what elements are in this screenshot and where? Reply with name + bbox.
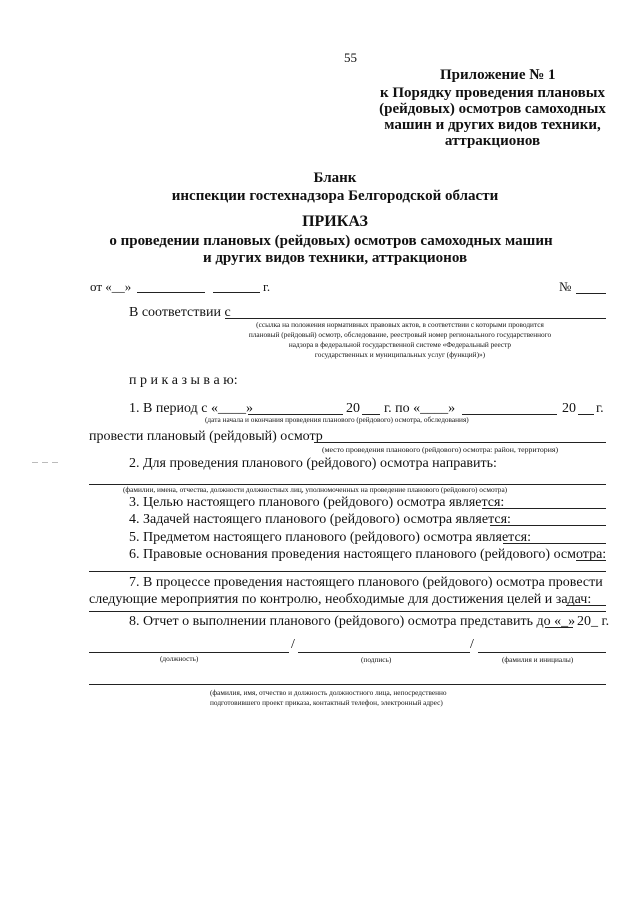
item1-place-line — [314, 442, 606, 443]
item7-fill-line — [566, 605, 606, 606]
accordance-line — [225, 318, 606, 319]
item6-line — [576, 560, 606, 561]
blank-title: Бланк — [313, 170, 357, 186]
item1-month-line-2 — [462, 414, 557, 415]
item7-line-2: следующие мероприятия по контролю, необходимые для достижения целей и задач: — [89, 592, 592, 607]
footer-note-2: подготовившего проект приказа, контактный телефон, электронный адрес) — [210, 698, 443, 707]
order-number-line — [576, 293, 606, 294]
accordance-label: В соответствии с — [129, 305, 231, 320]
order-date-suffix: г. — [263, 279, 271, 294]
item1-mid: г. по «____» — [384, 401, 456, 416]
item4-line — [490, 525, 606, 526]
appendix-line-4: аттракционов — [444, 133, 541, 149]
item3-text: 3. Целью настоящего планового (рейдового) осмотра является: — [129, 495, 505, 510]
item7-line — [89, 611, 606, 612]
signature-name-line — [478, 652, 606, 653]
item1-year-2: 20 — [562, 401, 576, 416]
order-date-prefix: от «__» — [90, 279, 132, 294]
blank-inspection: инспекции гостехнадзора Белгородской области — [171, 188, 499, 204]
item8-text: 8. Отчет о выполнении планового (рейдового) осмотра представить до «_» — [129, 614, 576, 629]
item3-line — [482, 508, 606, 509]
date-year-line — [213, 292, 260, 293]
margin-mark — [32, 462, 38, 463]
order-subtitle-1: о проведении плановых (рейдовых) осмотров самоходных машин — [109, 233, 553, 249]
order-number-label: № — [559, 279, 572, 294]
item1-text: 1. В период с «____» — [129, 401, 253, 416]
order-title: ПРИКАЗ — [302, 213, 368, 230]
signature-sign-label: (подпись) — [361, 655, 392, 664]
orders-word: п р и к а з ы в а ю: — [129, 373, 238, 388]
accordance-note-3: надзора в федеральной государственной системе «Федеральный реестр — [288, 340, 512, 349]
item7-line-1: 7. В процессе проведения настоящего планового (рейдового) осмотра провести — [129, 575, 603, 590]
item4-text: 4. Задачей настоящего планового (рейдового) осмотра является: — [129, 512, 511, 527]
item8-year: 20_ г. — [577, 614, 610, 629]
item6-line-2 — [89, 571, 606, 572]
appendix-title: Приложение № 1 — [440, 67, 556, 83]
item1-note: (дата начала и окончания проведения планового (рейдового) осмотра, обследования) — [205, 415, 469, 424]
appendix-line-1: к Порядку проведения плановых — [380, 85, 605, 101]
signature-sign-line — [298, 652, 470, 653]
signature-position-line — [89, 652, 289, 653]
item1-year-1: 20 — [346, 401, 360, 416]
item8-date-line — [545, 627, 573, 628]
signature-position-label: (должность) — [160, 654, 199, 663]
footer-line — [89, 684, 606, 685]
item1-end: г. — [596, 401, 604, 416]
item1-line-2: провести плановый (рейдовый) осмотр — [89, 429, 323, 444]
page-number: 55 — [344, 50, 357, 65]
item1-note-2: (место проведения планового (рейдового) осмотра: район, территория) — [322, 445, 559, 454]
margin-mark — [52, 462, 58, 463]
signature-slash-2: / — [470, 637, 474, 652]
signature-slash-1: / — [291, 637, 295, 652]
appendix-line-2: (рейдовых) осмотров самоходных — [379, 101, 606, 117]
signature-name-label: (фамилия и инициалы) — [502, 655, 574, 664]
order-subtitle-2: и других видов техники, аттракционов — [202, 250, 468, 266]
item2-text: 2. Для проведения планового (рейдового) осмотра направить: — [129, 456, 497, 471]
item5-line — [503, 543, 606, 544]
accordance-note-4: государственных и муниципальных услуг (функций)») — [314, 350, 486, 359]
appendix-line-3: машин и других видов техники, — [384, 117, 601, 133]
accordance-note-1: (ссылка на положения нормативных правовых актов, в соответствии с которыми проводится — [256, 320, 544, 329]
item5-text: 5. Предметом настоящего планового (рейдового) осмотра является: — [129, 530, 532, 545]
item2-note: (фамилии, имена, отчества, должности должностных лиц, уполномоченных на проведение планового (рейдового) осмотра) — [123, 485, 508, 494]
footer-note-1: (фамилия, имя, отчество и должность должностного лица, непосредственно — [210, 688, 447, 697]
item6-text: 6. Правовые основания проведения настоящего планового (рейдового) осмотра: — [129, 547, 607, 562]
margin-mark — [42, 462, 48, 463]
accordance-note-2: плановый (рейдовый) осмотр, обследование, реестровый номер регионального государственного — [248, 330, 552, 339]
item1-year-line-2 — [578, 414, 594, 415]
date-month-line — [137, 292, 205, 293]
